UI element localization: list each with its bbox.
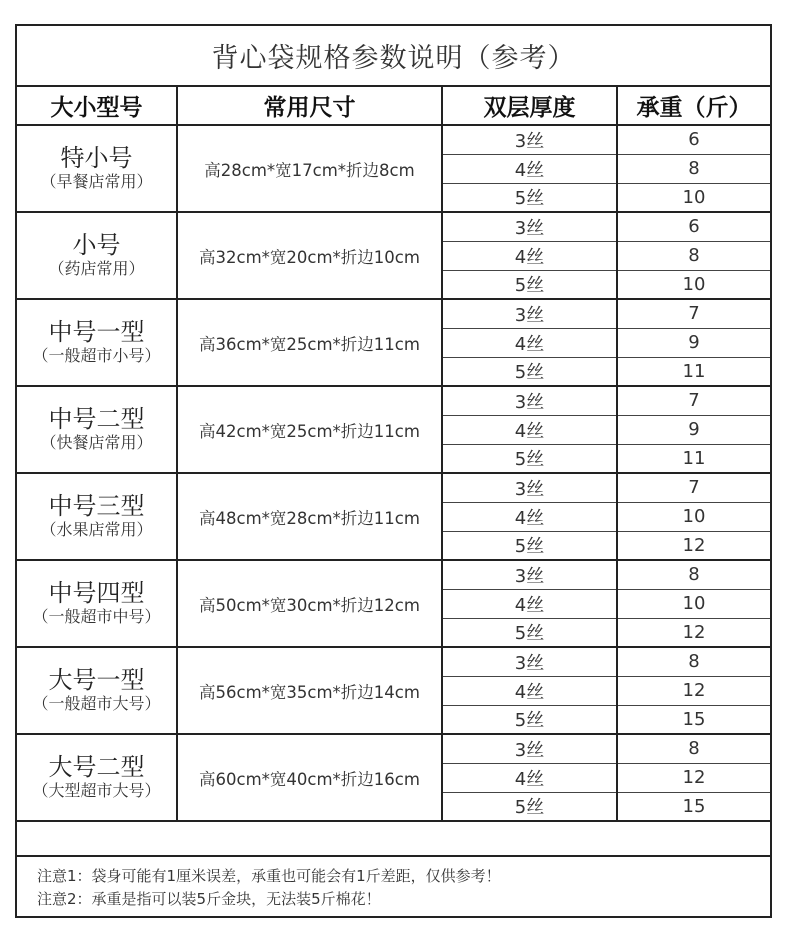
spec-sheet [15, 24, 772, 918]
table-row [17, 734, 770, 763]
model-name: 中号三型 [48, 492, 145, 520]
table-row [17, 647, 770, 676]
model-cell [17, 212, 177, 299]
load-cell: 8 [617, 647, 770, 676]
thickness-cell: 3丝 [442, 473, 617, 502]
thickness-cell: 3丝 [442, 734, 617, 763]
thickness-cell: 5丝 [442, 357, 617, 386]
load-cell: 10 [617, 502, 770, 531]
notes-section [17, 855, 770, 916]
thickness-cell: 4丝 [442, 241, 617, 270]
header-size: 常用尺寸 [177, 87, 442, 125]
model-name: 大号二型 [48, 753, 145, 781]
model-cell [17, 473, 177, 560]
thickness-cell: 5丝 [442, 444, 617, 473]
load-cell: 11 [617, 357, 770, 386]
load-cell: 6 [617, 125, 770, 154]
thickness-cell: 4丝 [442, 415, 617, 444]
load-cell: 10 [617, 183, 770, 212]
load-cell: 12 [617, 763, 770, 792]
model-cell [17, 125, 177, 212]
note-2: 注意2：承重是指可以装5斤金块，无法装5斤棉花！ [37, 890, 381, 908]
size-cell: 高48cm*宽28cm*折边11cm [177, 473, 442, 560]
model-note: （一般超市大号） [32, 694, 161, 713]
thickness-cell: 3丝 [442, 125, 617, 154]
table-row [17, 386, 770, 415]
load-cell: 15 [617, 705, 770, 734]
model-note: （水果店常用） [40, 520, 153, 539]
size-cell: 高28cm*宽17cm*折边8cm [177, 125, 442, 212]
model-cell [17, 647, 177, 734]
load-cell: 8 [617, 734, 770, 763]
load-cell: 8 [617, 154, 770, 183]
thickness-cell: 4丝 [442, 154, 617, 183]
model-cell [17, 386, 177, 473]
model-note: （一般超市小号） [32, 346, 161, 365]
thickness-cell: 5丝 [442, 531, 617, 560]
load-cell: 8 [617, 560, 770, 589]
size-cell: 高32cm*宽20cm*折边10cm [177, 212, 442, 299]
load-cell: 7 [617, 386, 770, 415]
thickness-cell: 5丝 [442, 705, 617, 734]
header-load: 承重（斤） [617, 87, 770, 125]
thickness-cell: 3丝 [442, 386, 617, 415]
thickness-cell: 4丝 [442, 589, 617, 618]
table-row [17, 299, 770, 328]
load-cell: 12 [617, 618, 770, 647]
load-cell: 7 [617, 473, 770, 502]
load-cell: 12 [617, 676, 770, 705]
size-cell: 高56cm*宽35cm*折边14cm [177, 647, 442, 734]
table-row [17, 125, 770, 154]
size-cell: 高42cm*宽25cm*折边11cm [177, 386, 442, 473]
model-note: （快餐店常用） [40, 433, 153, 452]
model-name: 中号一型 [48, 318, 145, 346]
page-title: 背心袋规格参数说明（参考） [17, 26, 770, 87]
load-cell: 9 [617, 415, 770, 444]
thickness-cell: 3丝 [442, 647, 617, 676]
size-cell: 高50cm*宽30cm*折边12cm [177, 560, 442, 647]
size-cell: 高60cm*宽40cm*折边16cm [177, 734, 442, 821]
model-note: （早餐店常用） [40, 172, 153, 191]
load-cell: 15 [617, 792, 770, 821]
load-cell: 6 [617, 212, 770, 241]
thickness-cell: 5丝 [442, 270, 617, 299]
header-model: 大小型号 [17, 87, 177, 125]
load-cell: 10 [617, 589, 770, 618]
thickness-cell: 4丝 [442, 763, 617, 792]
table-row [17, 212, 770, 241]
note-1: 注意1：袋身可能有1厘米误差，承重也可能会有1斤差距，仅供参考！ [37, 867, 501, 885]
thickness-cell: 4丝 [442, 328, 617, 357]
size-cell: 高36cm*宽25cm*折边11cm [177, 299, 442, 386]
load-cell: 9 [617, 328, 770, 357]
model-cell [17, 299, 177, 386]
spec-table-body [17, 125, 770, 821]
model-cell [17, 560, 177, 647]
load-cell: 8 [617, 241, 770, 270]
model-name: 大号一型 [48, 666, 145, 694]
header-row [17, 87, 770, 125]
thickness-cell: 3丝 [442, 560, 617, 589]
thickness-cell: 5丝 [442, 792, 617, 821]
model-name: 中号二型 [48, 405, 145, 433]
thickness-cell: 4丝 [442, 502, 617, 531]
model-name: 特小号 [60, 144, 133, 172]
load-cell: 7 [617, 299, 770, 328]
load-cell: 12 [617, 531, 770, 560]
thickness-cell: 5丝 [442, 183, 617, 212]
header-thickness: 双层厚度 [442, 87, 617, 125]
load-cell: 11 [617, 444, 770, 473]
model-note: （药店常用） [48, 259, 145, 278]
model-note: （大型超市大号） [32, 781, 161, 800]
model-name: 中号四型 [48, 579, 145, 607]
thickness-cell: 3丝 [442, 212, 617, 241]
thickness-cell: 4丝 [442, 676, 617, 705]
model-name: 小号 [72, 231, 121, 259]
load-cell: 10 [617, 270, 770, 299]
model-cell [17, 734, 177, 821]
thickness-cell: 3丝 [442, 299, 617, 328]
table-row [17, 560, 770, 589]
thickness-cell: 5丝 [442, 618, 617, 647]
model-note: （一般超市中号） [32, 607, 161, 626]
table-row [17, 473, 770, 502]
spec-table [17, 87, 770, 822]
